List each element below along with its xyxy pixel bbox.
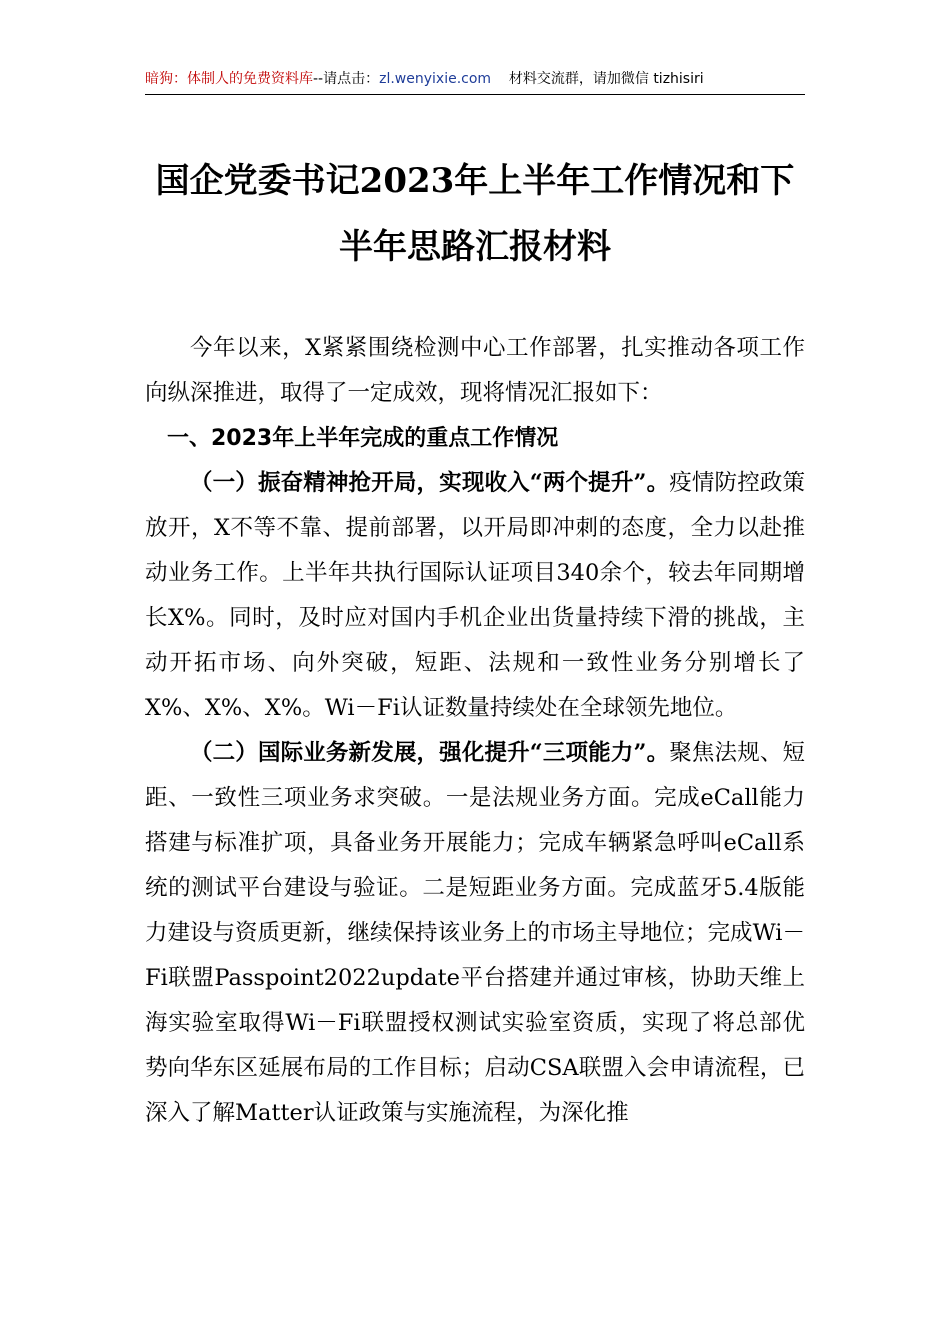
header-link[interactable]: zl.wenyixie.com xyxy=(379,71,492,87)
paragraph-item-1 xyxy=(145,461,805,731)
document-body xyxy=(145,326,805,1136)
header-click-prompt: --请点击： xyxy=(313,71,380,87)
item-1-text: 疫情防控政策放开，X不等不靠、提前部署，以开局即冲刺的态度，全力以赴推动业务工作。上半年共执行国际认证项目340余个，较去年同期增长X%。同时，及时应对国内手机企业出货量持续下滑的挑战，主动开拓市场、向外突破，短距、法规和一致性业务分别增长了X%、X%、X%。Wi－Fi认证数量持续处在全球领先地位。 xyxy=(145,470,805,721)
page-header xyxy=(145,64,805,95)
item-2-heading: （二）国际业务新发展，强化提升“三项能力”。 xyxy=(190,740,670,766)
section-heading: 一、2023年上半年完成的重点工作情况 xyxy=(167,426,559,451)
item-1-heading: （一）振奋精神抢开局，实现收入“两个提升”。 xyxy=(190,470,670,496)
paragraph-item-2 xyxy=(145,731,805,1136)
item-2-text: 聚焦法规、短距、一致性三项业务求突破。一是法规业务方面。完成eCall能力搭建与标准扩项，具备业务开展能力；完成车辆紧急呼叫eCall系统的测试平台建设与验证。二是短距业务方面。完成蓝牙5.4版能力建设与资质更新，继续保持该业务上的市场主导地位；完成Wi－Fi联盟Passpoint2022update平台搭建并通过审核，协助天维上海实验室取得Wi－Fi联盟授权测试实验室资质，实现了将总部优势向华东区延展布局的工作目标；启动CSA联盟入会申请流程，已深入了解Matter认证政策与实施流程，为深化推 xyxy=(145,740,805,1126)
header-site-name: 暗狗：体制人的免费资料库 xyxy=(145,71,313,87)
document-title: 国企党委书记2023年上半年工作情况和下半年思路汇报材料 xyxy=(155,161,795,267)
header-wechat-note: 材料交流群，请加微信 tizhisiri xyxy=(491,71,704,87)
intro-paragraph: 今年以来，X紧紧围绕检测中心工作部署，扎实推动各项工作向纵深推进，取得了一定成效，现将情况汇报如下： xyxy=(145,335,805,406)
